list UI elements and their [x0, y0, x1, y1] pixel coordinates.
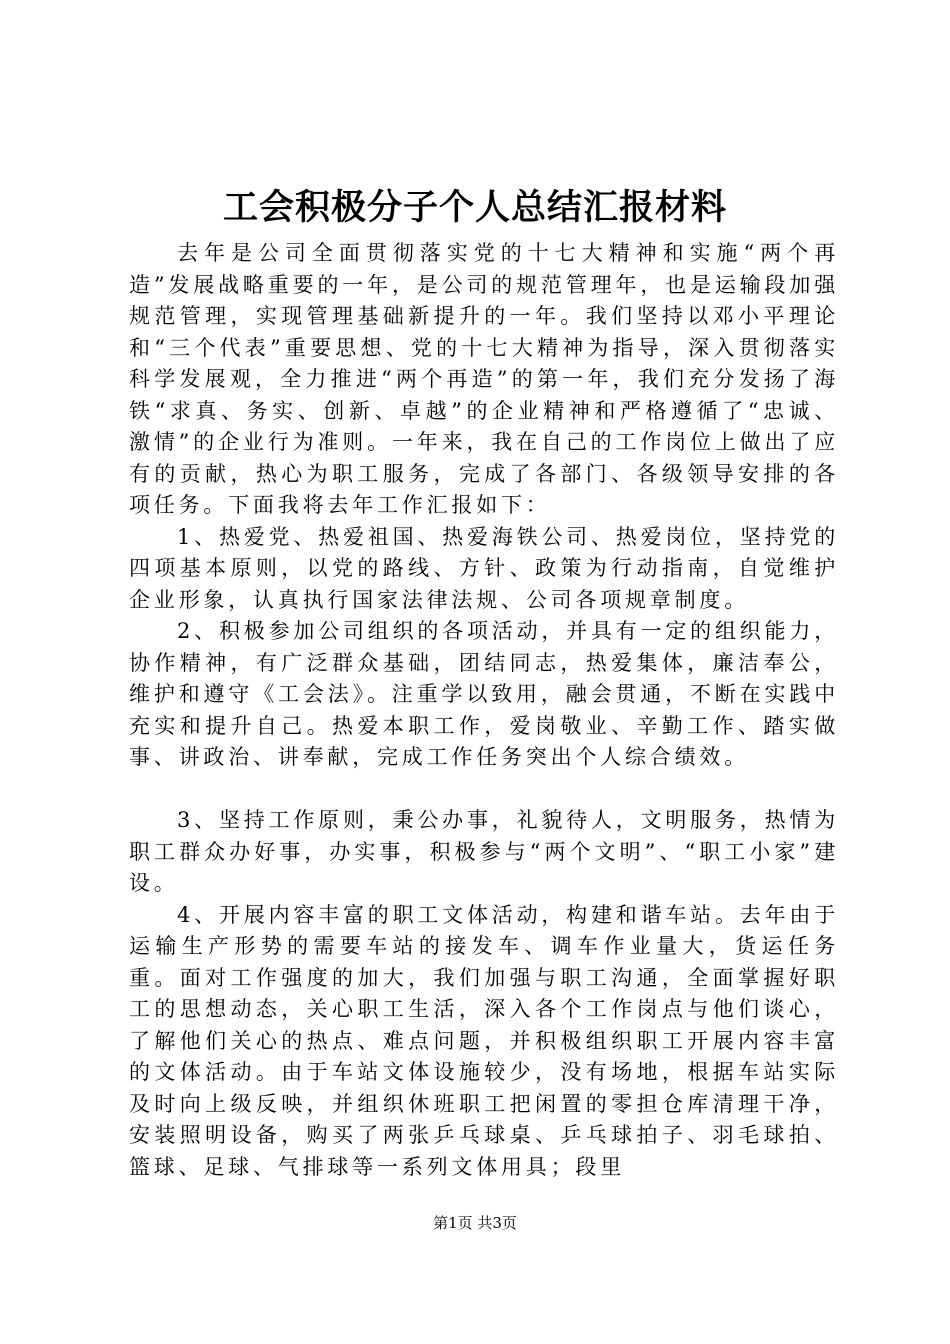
document-title: 工会积极分子个人总结汇报材料	[222, 187, 727, 228]
paragraph-item-4: 4、开展内容丰富的职工文体活动，构建和谐车站。去年由于运输生产形势的需要车站的接发车、调车作业量大，货运任务重。面对工作强度的加大，我们加强与职工沟通，全面掌握好职工的思想动态，关心职工生活，深入各个工作岗点与他们谈心，了解他们关心的热点、难点问题，并积极组织职工开展内容丰富的文体活动。由于车站文体设施较少，没有场地，根据车站实际及时向上级反映，并组织休班职工把闲置的零担仓库清理干净，安装照明设备，购买了两张乒乓球桌、乒乓球拍子、羽毛球拍、篮球、足球、气排球等一系列文体用具；段里	[129, 902, 839, 1179]
paragraph-item-2: 2、积极参加公司组织的各项活动，并具有一定的组织能力，协作精神，有广泛群众基础，团结同志，热爱集体，廉洁奉公，维护和遵守《工会法》。注重学以致用，融会贯通，不断在实践中充实和提升自己。热爱本职工作，爱岗敬业、辛勤工作、踏实做事、讲政治、讲奉献，完成工作任务突出个人综合绩效。	[129, 619, 839, 769]
paragraph-intro: 去年是公司全面贯彻落实党的十七大精神和实施“两个再造”发展战略重要的一年，是公司的规范管理年，也是运输段加强规范管理，实现管理基础新提升的一年。我们坚持以邓小平理论和“三个代表”重要思想、党的十七大精神为指导，深入贯彻落实科学发展观，全力推进“两个再造”的第一年，我们充分发扬了海铁“求真、务实、创新、卓越”的企业精神和严格遵循了“忠诚、激情”的企业行为准则。一年来，我在自己的工作岗位上做出了应有的贡献，热心为职工服务，完成了各部门、各级领导安排的各项任务。下面我将去年工作汇报如下：	[129, 241, 839, 517]
paragraph-item-3: 3、坚持工作原则，秉公办事，礼貌待人，文明服务，热情为职工群众办好事，办实事，积极参与“两个文明”、“职工小家”建设。	[129, 808, 839, 895]
page-indicator: 第1页 共3页	[433, 1214, 517, 1232]
document-body	[129, 238, 839, 1183]
paragraph-item-1: 1、热爱党、热爱祖国、热爱海铁公司、热爱岗位，坚持党的四项基本原则，以党的路线、方针、政策为行动指南，自觉维护企业形象，认真执行国家法律法规、公司各项规章制度。	[129, 524, 839, 612]
